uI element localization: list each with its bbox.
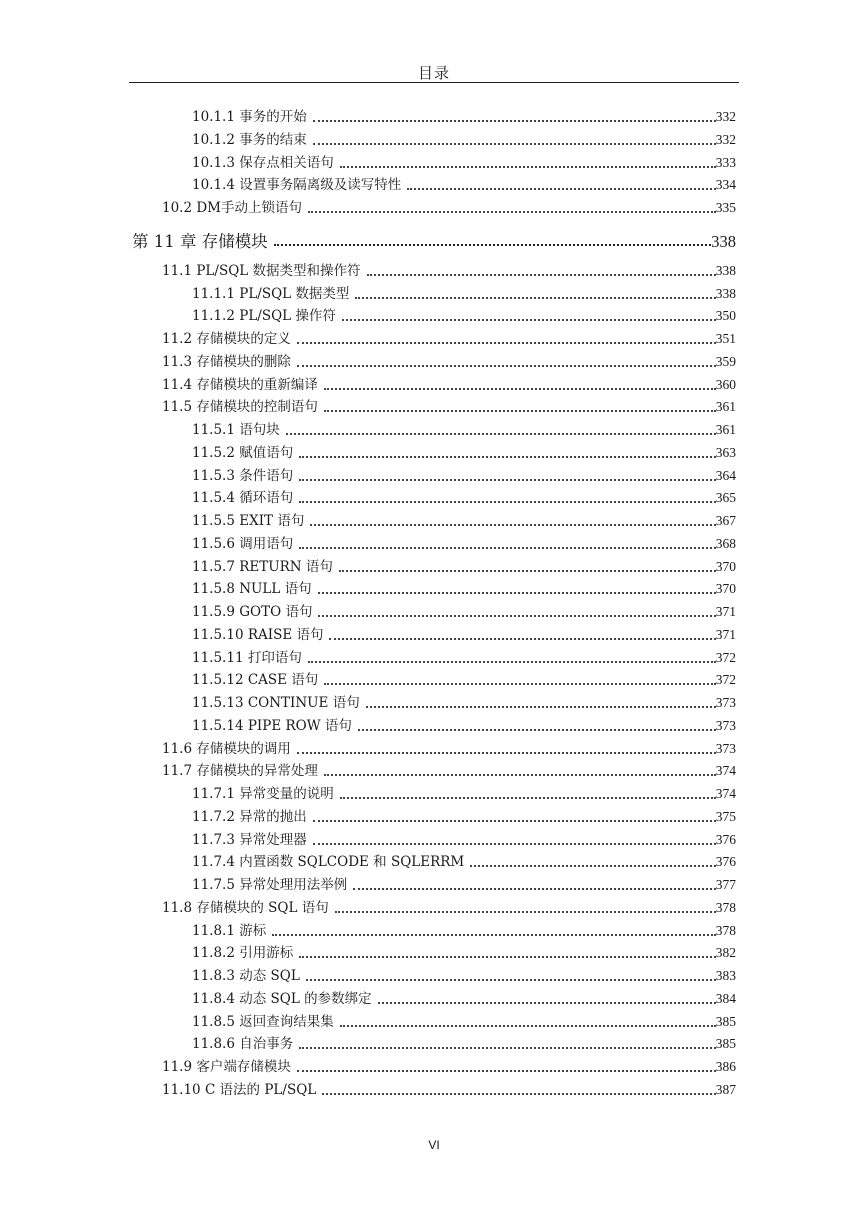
toc-dot-leader xyxy=(308,661,716,663)
toc-entry-label: 11.7 存储模块的异常处理 xyxy=(162,763,318,780)
toc-entry-label: 11.5.9 GOTO 语句 xyxy=(192,604,313,620)
toc-entry[interactable] xyxy=(192,554,736,576)
toc-entry-page-number: 372 xyxy=(715,672,736,688)
toc-entry[interactable] xyxy=(192,827,736,849)
toc-entry-page-number: 371 xyxy=(715,626,736,642)
toc-dot-leader xyxy=(272,934,716,936)
toc-entry-label: 11.7.3 异常处理器 xyxy=(192,831,307,848)
toc-entry[interactable] xyxy=(162,349,736,371)
toc-entry-page-number: 371 xyxy=(715,604,736,619)
toc-entry[interactable] xyxy=(192,872,736,894)
toc-entry-page-number: 338 xyxy=(715,262,736,278)
toc-entry-label: 11.5.8 NULL 语句 xyxy=(192,581,312,598)
toc-dot-leader xyxy=(286,433,716,435)
toc-entry-label: 11.5.7 RETURN 语句 xyxy=(192,558,333,575)
toc-entry[interactable] xyxy=(192,781,736,803)
toc-entry-page-number: 372 xyxy=(715,649,736,665)
toc-entry-page-number: 338 xyxy=(711,231,736,251)
toc-entry-page-number: 359 xyxy=(715,353,736,369)
toc-dot-leader xyxy=(324,388,716,390)
toc-entry[interactable] xyxy=(192,303,736,325)
toc-entry-page-number: 374 xyxy=(715,786,736,801)
toc-dot-leader xyxy=(310,524,715,526)
toc-entry[interactable] xyxy=(192,599,736,621)
toc-entry[interactable] xyxy=(192,440,736,462)
toc-entry-page-number: 332 xyxy=(715,109,736,124)
toc-entry-page-number: 378 xyxy=(715,899,736,915)
toc-dot-leader xyxy=(342,319,716,321)
toc-dot-leader xyxy=(329,638,715,640)
toc-dot-leader xyxy=(297,1070,716,1072)
toc-dot-leader xyxy=(324,774,716,776)
toc-entry[interactable] xyxy=(192,645,736,667)
header-title: 目录 xyxy=(417,64,450,82)
toc-entry[interactable] xyxy=(192,940,736,962)
toc-entry[interactable] xyxy=(162,258,736,280)
toc-entry-label: 11.5.5 EXIT 语句 xyxy=(192,513,305,529)
toc-entry-page-number: 376 xyxy=(715,854,736,870)
toc-entry[interactable] xyxy=(162,1054,736,1076)
toc-entry-label: 11.4 存储模块的重新编译 xyxy=(162,376,318,393)
toc-dot-leader xyxy=(306,979,716,981)
toc-entry-label: 11.1.2 PL/SQL 操作符 xyxy=(192,308,336,325)
toc-entry-label: 11.5.6 调用语句 xyxy=(192,535,294,552)
toc-dot-leader xyxy=(299,501,716,503)
toc-entry-label: 10.1.3 保存点相关语句 xyxy=(192,154,334,171)
toc-entry-label: 11.5 存储模块的控制语句 xyxy=(162,399,318,416)
toc-entry[interactable] xyxy=(192,281,736,303)
toc-dot-leader xyxy=(470,865,716,867)
toc-entry[interactable] xyxy=(192,150,736,172)
toc-dot-leader xyxy=(340,166,716,168)
toc-entry-label: 11.5.4 循环语句 xyxy=(192,490,294,507)
toc-entry-label: 11.5.1 语句块 xyxy=(192,422,280,438)
toc-entry[interactable] xyxy=(192,576,736,598)
toc-entry-label: 11.2 存储模块的定义 xyxy=(162,331,291,347)
toc-entry-label: 11.7.2 异常的抛出 xyxy=(192,808,307,825)
toc-dot-leader xyxy=(322,1093,716,1095)
toc-entry[interactable] xyxy=(162,758,736,780)
toc-dot-leader xyxy=(318,615,715,617)
toc-entry[interactable] xyxy=(162,394,736,416)
toc-entry-label: 10.1.1 事务的开始 xyxy=(192,109,307,125)
toc-dot-leader xyxy=(313,120,716,122)
toc-dot-leader xyxy=(358,729,716,731)
toc-dot-leader xyxy=(324,683,715,685)
toc-entry-label: 11.5.12 CASE 语句 xyxy=(192,672,319,689)
toc-entry[interactable] xyxy=(162,372,736,394)
toc-entry-page-number: 373 xyxy=(715,717,736,733)
toc-entry-label: 11.8 存储模块的 SQL 语句 xyxy=(162,899,329,916)
toc-entry-page-number: 376 xyxy=(715,831,736,847)
toc-entry-page-number: 364 xyxy=(715,467,736,483)
toc-entry[interactable] xyxy=(192,963,736,985)
toc-entry[interactable] xyxy=(192,713,736,735)
toc-entry-label: 11.5.11 打印语句 xyxy=(192,649,302,666)
toc-entry-page-number: 373 xyxy=(715,740,736,756)
toc-dot-leader xyxy=(299,1047,716,1049)
toc-entry-page-number: 334 xyxy=(715,177,736,193)
toc-entry[interactable] xyxy=(162,895,736,917)
toc-entry-label: 11.6 存储模块的调用 xyxy=(162,740,291,757)
toc-entry[interactable] xyxy=(192,918,736,940)
toc-entry-page-number: 374 xyxy=(715,763,736,779)
toc-entry-page-number: 332 xyxy=(715,131,736,147)
toc-entry[interactable] xyxy=(192,667,736,689)
toc-dot-leader xyxy=(335,911,716,913)
toc-dot-leader xyxy=(318,592,716,594)
toc-entry[interactable] xyxy=(192,172,736,194)
toc-entry-label: 11.10 C 语法的 PL/SQL xyxy=(162,1081,317,1098)
toc-entry[interactable] xyxy=(162,195,736,217)
toc-entry[interactable] xyxy=(162,1077,736,1099)
toc-entry-page-number: 361 xyxy=(715,399,736,415)
toc-dot-leader xyxy=(299,479,716,481)
toc-entry-page-number: 368 xyxy=(715,535,736,551)
toc-entry-page-number: 335 xyxy=(715,200,736,215)
toc-entry[interactable] xyxy=(192,622,736,644)
toc-entry-page-number: 386 xyxy=(715,1059,736,1074)
toc-entry-page-number: 333 xyxy=(715,154,736,170)
toc-entry-label: 11.8.3 动态 SQL xyxy=(192,968,300,984)
toc-entry-page-number: 361 xyxy=(715,422,736,437)
toc-entry[interactable] xyxy=(192,104,736,126)
toc-entry[interactable] xyxy=(192,531,736,553)
toc-dot-leader xyxy=(366,706,716,708)
toc-entry[interactable] xyxy=(192,127,736,149)
toc-dot-leader xyxy=(299,956,716,958)
toc-entry-label: 11.8.5 返回查询结果集 xyxy=(192,1013,334,1030)
toc-entry-page-number: 351 xyxy=(715,331,736,346)
toc-entry[interactable] xyxy=(192,485,736,507)
toc-entry-page-number: 383 xyxy=(715,968,736,983)
toc-entry-label: 11.5.3 条件语句 xyxy=(192,467,294,484)
toc-entry-page-number: 365 xyxy=(715,490,736,506)
toc-entry-label: 10.1.4 设置事务隔离级及读写特性 xyxy=(192,177,402,194)
toc-dot-leader xyxy=(378,1002,716,1004)
toc-dot-leader xyxy=(313,843,716,845)
toc-dot-leader xyxy=(353,888,716,890)
toc-dot-leader xyxy=(339,570,716,572)
toc-entry-label: 11.7.4 内置函数 SQLCODE 和 SQLERRM xyxy=(192,854,465,871)
toc-entry-page-number: 367 xyxy=(715,513,736,528)
toc-entry[interactable] xyxy=(192,417,736,439)
toc-entry-page-number: 370 xyxy=(715,558,736,574)
toc-entry-page-number: 377 xyxy=(715,877,736,892)
toc-dot-leader xyxy=(355,297,715,299)
toc-entry[interactable] xyxy=(192,1009,736,1031)
toc-entry-page-number: 360 xyxy=(715,376,736,392)
toc-entry[interactable] xyxy=(192,986,736,1008)
toc-entry-label: 10.1.2 事务的结束 xyxy=(192,131,307,148)
toc-chapter-entry[interactable] xyxy=(132,225,736,251)
toc-entry-page-number: 384 xyxy=(715,990,736,1006)
toc-dot-leader xyxy=(308,211,716,213)
toc-entry-page-number: 382 xyxy=(715,945,736,961)
toc-entry-page-number: 363 xyxy=(715,444,736,460)
toc-entry[interactable] xyxy=(192,849,736,871)
toc-entry-label: 11.8.6 自治事务 xyxy=(192,1036,294,1053)
toc-entry-page-number: 338 xyxy=(715,285,736,301)
toc-entry-label: 11.3 存储模块的删除 xyxy=(162,353,291,370)
toc-entry-label: 11.5.2 赋值语句 xyxy=(192,444,294,461)
toc-entry[interactable] xyxy=(162,326,736,348)
toc-entry-label: 11.7.1 异常变量的说明 xyxy=(192,786,334,802)
toc-entry-page-number: 385 xyxy=(715,1036,736,1052)
toc-dot-leader xyxy=(297,752,716,754)
footer-page-number: VI xyxy=(428,1138,440,1152)
toc-entry[interactable] xyxy=(192,804,736,826)
toc-entry-page-number: 350 xyxy=(715,308,736,324)
toc-entry-page-number: 378 xyxy=(715,922,736,938)
toc-entry-label: 11.7.5 异常处理用法举例 xyxy=(192,877,348,893)
toc-entry-page-number: 373 xyxy=(715,695,736,710)
toc-entry-page-number: 387 xyxy=(715,1081,736,1097)
toc-dot-leader xyxy=(297,365,716,367)
toc-dot-leader xyxy=(313,820,716,822)
toc-entry-page-number: 385 xyxy=(715,1013,736,1029)
toc-entry-label: 11.1 PL/SQL 数据类型和操作符 xyxy=(162,262,361,279)
toc-entry-label: 11.8.4 动态 SQL 的参数绑定 xyxy=(192,990,372,1007)
toc-entry[interactable] xyxy=(192,463,736,485)
toc-entry-page-number: 370 xyxy=(715,581,736,597)
toc-entry-label: 11.8.1 游标 xyxy=(192,922,267,939)
toc-dot-leader xyxy=(299,456,716,458)
toc-dot-leader xyxy=(313,143,716,145)
toc-dot-leader xyxy=(324,410,716,412)
toc-dot-leader xyxy=(367,274,716,276)
toc-entry[interactable] xyxy=(192,690,736,712)
toc-dot-leader xyxy=(274,244,712,246)
toc-entry-label: 10.2 DM手动上锁语句 xyxy=(162,200,302,216)
toc-entry-label: 11.1.1 PL/SQL 数据类型 xyxy=(192,285,350,302)
toc-entry-label: 11.5.13 CONTINUE 语句 xyxy=(192,695,360,711)
toc-entry-label: 11.8.2 引用游标 xyxy=(192,945,294,962)
toc-entry-label: 11.5.10 RAISE 语句 xyxy=(192,626,324,643)
toc-dot-leader xyxy=(407,188,716,190)
toc-entry-label: 11.5.14 PIPE ROW 语句 xyxy=(192,717,352,734)
toc-entry-label: 11.9 客户端存储模块 xyxy=(162,1059,291,1075)
toc-dot-leader xyxy=(340,1025,716,1027)
toc-entry[interactable] xyxy=(162,736,736,758)
toc-entry[interactable] xyxy=(192,1031,736,1053)
toc-dot-leader xyxy=(299,547,716,549)
toc-dot-leader xyxy=(297,342,716,344)
toc-dot-leader xyxy=(340,797,716,799)
toc-entry-page-number: 375 xyxy=(715,808,736,824)
toc-entry-label: 第 11 章 存储模块 xyxy=(132,231,268,251)
toc-entry[interactable] xyxy=(192,508,736,530)
